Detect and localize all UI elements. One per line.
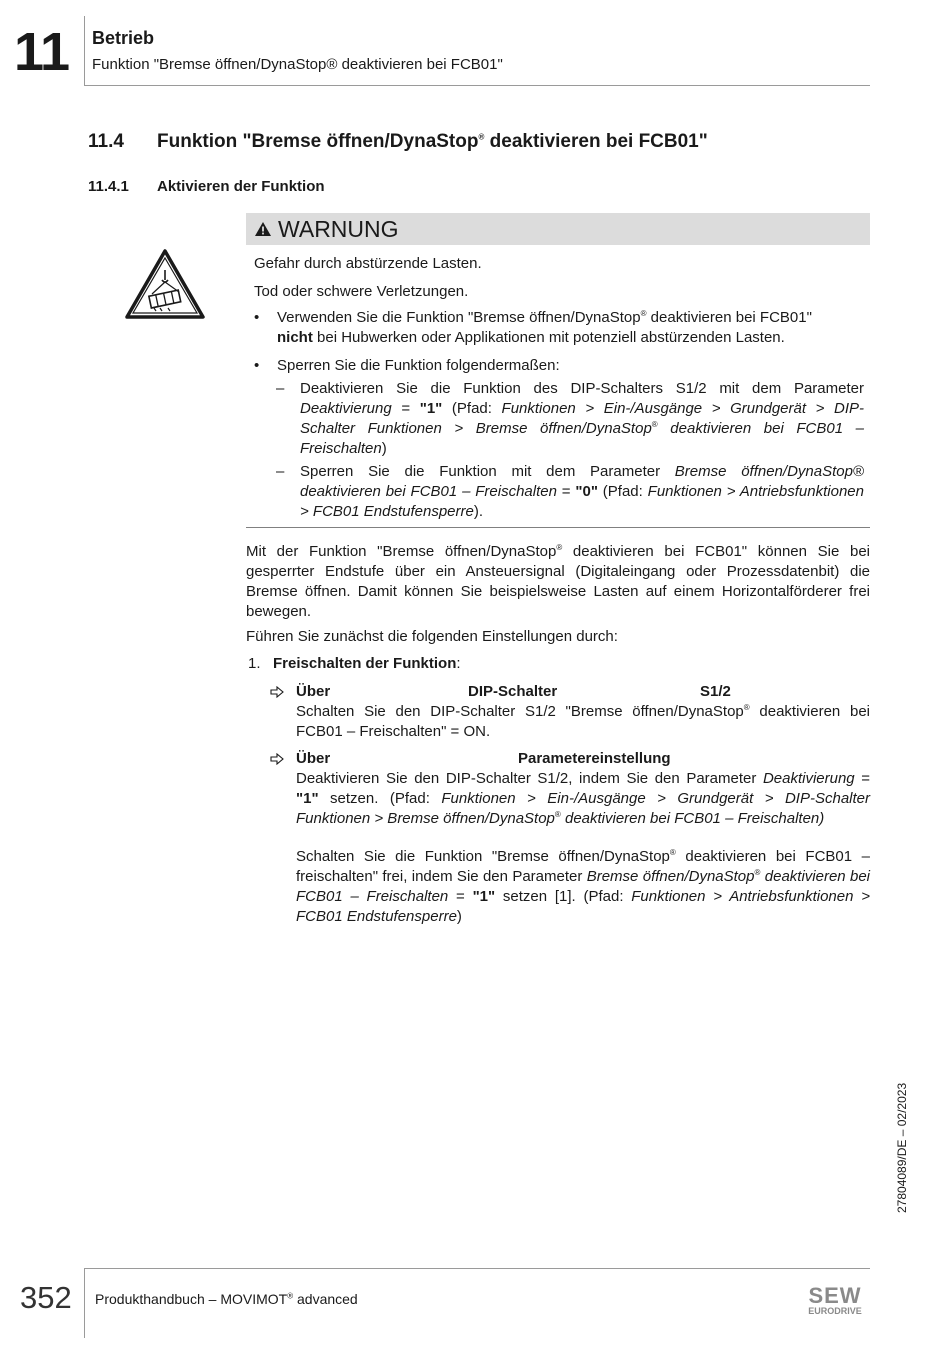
arrow-right-icon bbox=[270, 753, 284, 765]
step-label: Freischalten der Funktion: bbox=[273, 655, 461, 672]
warning-title-text: WARNUNG bbox=[278, 216, 399, 242]
warning-dash-1: Deaktivieren Sie die Funktion des DIP-Schalters S1/2 mit dem Parameter Deaktivierung = "1" (Pfad: Funktionen > Ein-/Ausgänge > Grundgerät > DIP-Schalter Funktionen > Bremse öffnen/DynaStop® deaktivieren bei FCB01 – Freischalten) bbox=[300, 380, 864, 457]
warning-dash-2: Sperren Sie die Funktion mit dem Parameter Bremse öffnen/DynaStop® deaktivieren bei FCB01 – Freischalten = "0" (Pfad: Funktionen > Antriebsfunktionen > FCB01 Endstufensperre). bbox=[300, 463, 864, 520]
suspended-load-warning-icon bbox=[124, 248, 206, 320]
header-divider-vertical bbox=[84, 16, 85, 86]
warning-hazard-text: Gefahr durch abstürzende Lasten. bbox=[254, 255, 482, 272]
subsection-title: Aktivieren der Funktion bbox=[157, 178, 325, 195]
warning-bullet-2: Sperren Sie die Funktion folgendermaßen: bbox=[277, 357, 560, 374]
warning-title bbox=[254, 215, 399, 243]
warning-triangle-icon bbox=[254, 221, 272, 237]
footer-manual-title: Produkthandbuch – MOVIMOT® advanced bbox=[95, 1291, 358, 1307]
header-title: Betrieb bbox=[92, 28, 155, 48]
svg-text:EURODRIVE: EURODRIVE bbox=[808, 1306, 862, 1316]
intro-paragraph: Mit der Funktion "Bremse öffnen/DynaStop® deaktivieren bei FCB01" können Sie bei gesperrter Endstufe über ein Ansteuersignal (Digitaleingang oder Prozessdatenbit) die Bremse öffnen. Damit können Sie beispielsweise Lasten auf einem Horizontalförderer frei bewegen. bbox=[246, 543, 870, 620]
bullet-marker: • bbox=[254, 357, 260, 374]
warning-consequence-text: Tod oder schwere Verletzungen. bbox=[254, 283, 469, 300]
option-2-text-1: Deaktivieren Sie den DIP-Schalter S1/2, indem Sie den Parameter Deaktivierung = "1" setzen. (Pfad: Funktionen > Ein-/Ausgänge > Grundgerät > DIP-Schalter Funktionen > Bremse öffnen/DynaStop® deaktivieren bei FCB01 – Freischalten) bbox=[296, 770, 870, 827]
warning-bullet-1: Verwenden Sie die Funktion "Bremse öffnen/DynaStop® deaktivieren bei FCB01" nicht bei Hubwerken oder Applikationen mit potenziell abstürzenden Lasten. bbox=[277, 309, 812, 346]
dash-marker: – bbox=[276, 380, 285, 397]
header-divider-horizontal bbox=[84, 85, 870, 86]
section-title: Funktion "Bremse öffnen/DynaStop® deaktivieren bei FCB01" bbox=[157, 131, 708, 152]
dash-marker: – bbox=[276, 463, 285, 480]
warning-bottom-rule bbox=[246, 527, 870, 528]
sew-eurodrive-logo bbox=[800, 1283, 870, 1317]
header-subtitle: Funktion "Bremse öffnen/DynaStop® deaktivieren bei FCB01" bbox=[92, 56, 503, 73]
step-number: 1. bbox=[248, 655, 261, 672]
footer-divider-horizontal bbox=[84, 1268, 870, 1269]
option-1-text: Schalten Sie den DIP-Schalter S1/2 "Bremse öffnen/DynaStop® deaktivieren bei FCB01 – Freischalten" = ON. bbox=[296, 703, 871, 740]
arrow-right-icon bbox=[270, 686, 284, 698]
chapter-number: 11 bbox=[14, 22, 70, 82]
document-id: 27804089/DE – 02/2023 bbox=[895, 1082, 909, 1213]
option-2-text-2: Schalten Sie die Funktion "Bremse öffnen/DynaStop® deaktivieren bei FCB01 – freischalten" frei, indem Sie den Parameter Bremse öffnen/DynaStop® deaktivieren bei FCB01 – Freischalten = "1" setzen [1]. (Pfad: Funktionen > Antriebsfunktionen > FCB01 Endstufensperre) bbox=[296, 848, 871, 925]
settings-intro: Führen Sie zunächst die folgenden Einstellungen durch: bbox=[246, 628, 618, 645]
page-number: 352 bbox=[20, 1280, 72, 1315]
footer-divider-vertical bbox=[84, 1268, 85, 1338]
svg-text:SEW: SEW bbox=[808, 1283, 862, 1308]
subsection-number: 11.4.1 bbox=[88, 178, 129, 195]
bullet-marker: • bbox=[254, 309, 260, 326]
section-number: 11.4 bbox=[88, 131, 124, 152]
